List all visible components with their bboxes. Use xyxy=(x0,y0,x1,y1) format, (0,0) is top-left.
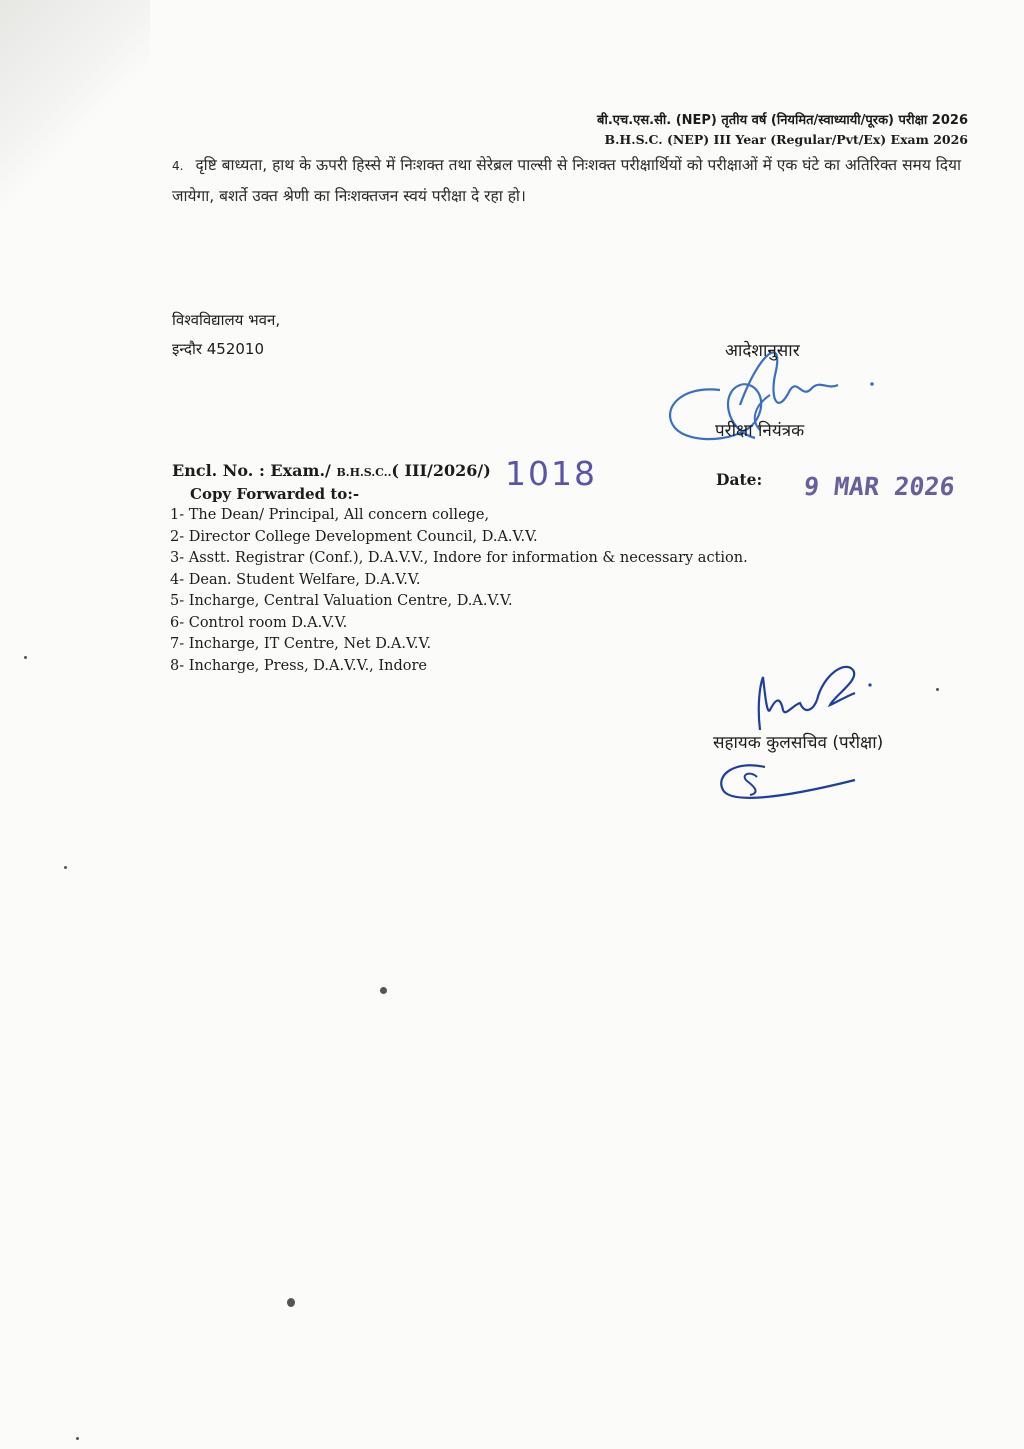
list-item: 5- Incharge, Central Valuation Centre, D.A.V.V. xyxy=(170,593,513,609)
encl-course: B.H.S.C.. xyxy=(336,466,392,479)
address-line-1: विश्वविद्यालय भवन, xyxy=(172,311,281,329)
scan-speck xyxy=(287,1298,295,1307)
address-line-2: इन्दौर 452010 xyxy=(172,340,265,358)
copy-forwarded-title: Copy Forwarded to:- xyxy=(190,485,360,503)
scan-speck xyxy=(380,987,387,994)
list-item: 2- Director College Development Council, D.A.V.V. xyxy=(170,528,538,545)
copy-forwarded-list xyxy=(170,505,748,677)
controller-title: परीक्षा नियंत्रक xyxy=(715,421,805,441)
encl-handwritten-number: 1018 xyxy=(505,454,597,493)
by-order-label: आदेशानुसार xyxy=(725,341,800,361)
header-english: B.H.S.C. (NEP) III Year (Regular/Pvt/Ex) Exam 2026 xyxy=(604,132,968,147)
encl-prefix: Encl. No. : Exam./ xyxy=(172,461,331,480)
list-item: 7- Incharge, IT Centre, Net D.A.V.V. xyxy=(170,636,432,652)
list-item: 6- Control room D.A.V.V. xyxy=(170,614,348,631)
list-item: 8- Incharge, Press, D.A.V.V., Indore xyxy=(170,657,427,674)
list-item: 3- Asstt. Registrar (Conf.), D.A.V.V., Indore for information & necessary action. xyxy=(170,550,748,566)
scan-speck xyxy=(24,656,27,659)
scan-speck xyxy=(76,1437,79,1440)
list-item: 4- Dean. Student Welfare, D.A.V.V. xyxy=(170,571,421,588)
university-address xyxy=(172,306,280,364)
date-label: Date: xyxy=(716,470,763,489)
date-stamp: 9 MAR 2026 xyxy=(802,472,957,501)
assistant-registrar-signature-block xyxy=(705,655,975,805)
instruction-point-4 xyxy=(172,150,962,211)
controller-signature-block xyxy=(660,330,900,460)
encl-ref: ( III/2026/) xyxy=(391,461,491,480)
page-corner-fold xyxy=(0,0,150,210)
scan-speck xyxy=(936,688,939,691)
scan-speck xyxy=(64,866,67,869)
point-text: दृष्टि बाध्यता, हाथ के ऊपरी हिस्से में निःशक्त तथा सेरेब्रल पाल्सी से निःशक्त परीक्षार्थियों को परीक्षाओं में एक घंटे का अतिरिक्त समय दिया जायेगा, बशर्ते उक्त श्रेणी का निःशक्तजन स्वयं परीक्षा दे रहा हो। xyxy=(172,156,961,205)
list-item: 1- The Dean/ Principal, All concern college, xyxy=(170,507,490,523)
assistant-registrar-title: सहायक कुलसचिव (परीक्षा) xyxy=(713,733,884,753)
enclosure-reference xyxy=(172,461,491,480)
header-hindi: बी.एच.एस.सी. (NEP) तृतीय वर्ष (नियमित/स्वाध्यायी/पूरक) परीक्षा 2026 xyxy=(597,113,968,128)
point-number: 4. xyxy=(172,159,184,173)
